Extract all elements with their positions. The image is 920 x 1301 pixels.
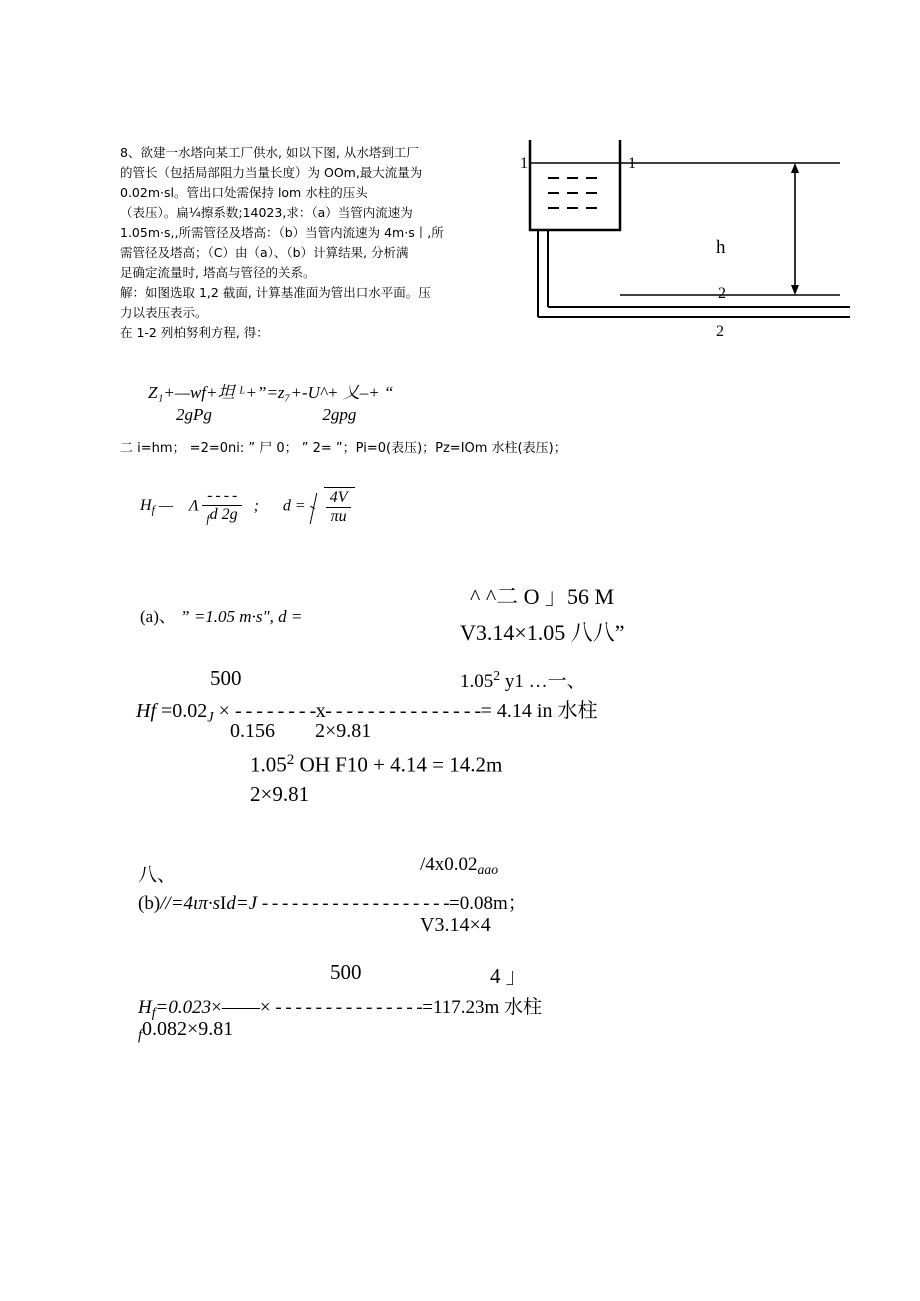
svg-text:1: 1 [520,155,528,172]
part-a-hf-equation: $Hf =0.02_J$ × - - - - - - - -x- - - - - - - - - - - - - - -= 4.14 in 水柱 [136,700,598,726]
part-b-hf-equation: $H_f=0.023\times——\times$ - - - - - - - - - - - - - - -=117.23m 水柱 [138,997,543,1021]
svg-text:2: 2 [716,323,724,340]
bernoulli-line-1: Z₁+—wf+坦 ᴸ+”=z₇+-U^+ 乂–+ “ [148,383,394,402]
hf-fraction: $\frac{- - - -}{_fd 2g}$ [202,487,241,526]
part-a-denominators: 0.156 2×9.81 [230,720,372,742]
part-a-given: (a)、 ” =1.05 m·s", d = [140,607,303,626]
part-b-mark: 八、 [138,864,177,886]
bernoulli-equation [148,378,708,425]
problem-line-4: （表压）。扁¼擦系数;14023,求：（a）当管内流速为 [120,205,413,220]
problem-line-3: 0.02m·sl。管出口处需保持 lom 水柱的压头 [120,185,368,200]
part-b-hf-denominator: $_f$0.082×9.81 [138,1018,234,1044]
water-tower-diagram [520,135,880,375]
friction-and-diameter-formula: $H_f$ — Λ $\frac{- - - -}{_fd 2g}$ ; d = $\frac{4V}{\pi u}$ [140,487,620,557]
part-a-tower-height: 1.05$^2$ OH F10 + 4.14 = 14.2m [250,752,503,777]
svg-text:h: h [716,237,726,258]
diameter-symbol: d = [282,497,306,515]
problem-line-6: 需管径及塔高；（C）由（a）、（b）计算结果, 分析满 [120,245,409,260]
boundary-conditions: 二 i=hm； =2=0ni: ” 尸 0； ” 2= ”；Pi=0(表压)；Pz=IOm 水柱(表压)； [120,441,567,456]
part-a-result-numerator: ^ ^二 O 」56 M [470,584,615,609]
problem-line-10: 在 1-2 列柏努利方程, 得： [120,325,269,340]
solution-part-b [130,850,850,1070]
part-a-num-500: 500 [210,666,242,690]
problem-line-1: 8、欲建一水塔向某工厂供水, 如以下图, 从水塔到工厂 [120,145,419,160]
part-a-num-1052: 1.05$^2$ y1 …一、 [460,668,586,692]
sqrt-symbol [310,487,356,526]
problem-line-7: 足确定流量时, 塔高与管径的关系。 [120,265,316,280]
problem-line-9: 力以表压表示。 [120,305,208,320]
svg-text:1: 1 [628,155,636,172]
part-a-tower-height-denominator: 2×9.81 [250,782,310,806]
bernoulli-line-2: 2gPg 2gpg [176,405,357,424]
part-b-numerator: $/4x0.02_{aao}$ [420,854,499,878]
solution-part-a [130,580,830,830]
part-b-diameter-equation: (b)//=4ιπ·sId=J - - - - - - - - - - - - - - - - - - -=0.08m； [138,893,527,914]
part-a-result-denominator: V3.14×1.05 八八” [460,620,625,645]
problem-statement [120,143,520,343]
part-b-num-4: 4 」 [490,964,527,988]
hf-equals: — [158,497,173,515]
problem-line-2: 的管长（包括局部阻力当量长度）为 OOm,最大流量为 [120,165,423,180]
part-b-denominator: V3.14×4 [420,914,491,936]
lambda-symbol: Λ [189,497,199,515]
svg-text:2: 2 [718,285,726,302]
hf-symbol: $H_f$ [140,497,155,517]
problem-line-5: 1.05m·s,,所需管径及塔高：（b）当管内流速为 4m·s丨,所 [120,225,444,240]
diameter-fraction: $\frac{4V}{\pi u}$ [326,489,352,526]
part-b-num-500: 500 [330,960,362,984]
problem-line-8: 解：如图选取 1,2 截面, 计算基准面为管出口水平面。压 [120,285,431,300]
